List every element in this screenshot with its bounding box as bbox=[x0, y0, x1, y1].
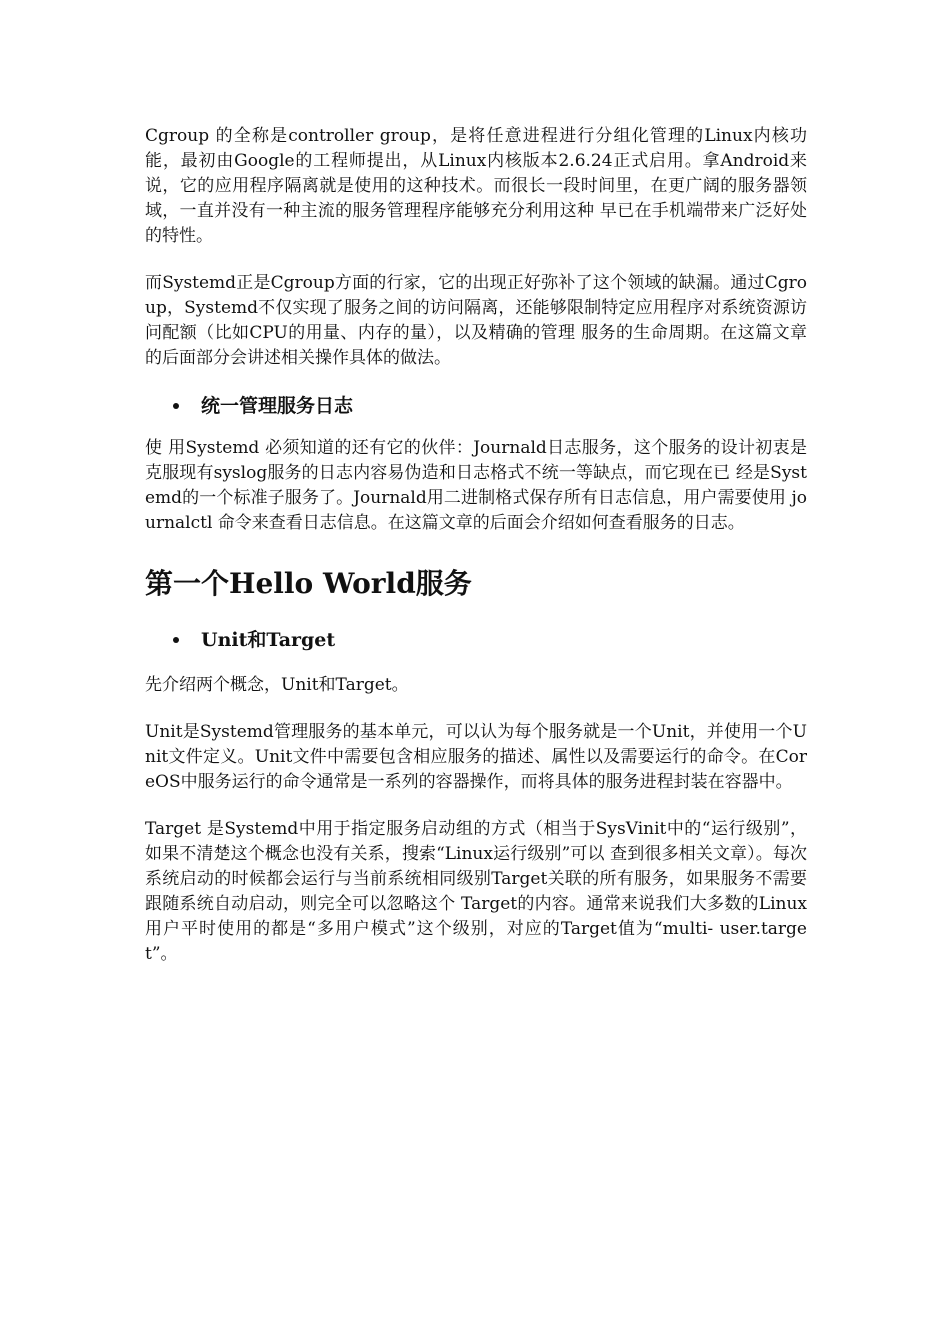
bullet-item-journald bbox=[145, 393, 807, 419]
document-page bbox=[145, 124, 807, 967]
section-heading-hello-world: 第一个Hello World服务 bbox=[145, 567, 472, 600]
bullet-item-unit-target bbox=[145, 627, 807, 653]
bullet-list-unit-target bbox=[145, 627, 807, 653]
paragraph-systemd-cgroup: 而Systemd正是Cgroup方面的行家，它的出现正好弥补了这个领域的缺漏。通过Cgroup，Systemd不仅实现了服务之间的访问隔离，还能够限制特定应用程序对系统资源访问配额（比如CPU的用量、内存的量），以及精确的管理 服务的生命周期。在这篇文章的后面部分会讲述相关操作具体的做法。 bbox=[145, 273, 807, 368]
paragraph-target: Target 是Systemd中用于指定服务启动组的方式（相当于SysVinit中的“运行级别”，如果不清楚这个概念也没有关系，搜索“Linux运行级别”可以 查到很多相关文章）。每次系统启动的时候都会运行与当前系统相同级别Target关联的所有服务，如果服务不需要跟随系统自动启动，则完全可以忽略这个 Target的内容。通常来说我们大多数的Linux用户平时使用的都是“多用户模式”这个级别，对应的Target值为“multi- user.target”。 bbox=[145, 819, 807, 964]
bullet-label-unit-target: Unit和Target bbox=[201, 629, 336, 651]
paragraph-cgroup-intro: Cgroup 的全称是controller group，是将任意进程进行分组化管理的Linux内核功能，最初由Google的工程师提出，从Linux内核版本2.6.24正式启用。拿Android来说，它的应用程序隔离就是使用的这种技术。而很长一段时间里，在更广阔的服务器领域，一直并没有一种主流的服务管理程序能够充分利用这种 早已在手机端带来广泛好处的特性。 bbox=[145, 126, 807, 246]
paragraph-journald: 使 用Systemd 必须知道的还有它的伙伴：Journald日志服务，这个服务的设计初衷是克服现有syslog服务的日志内容易伪造和日志格式不统一等缺点，而它现在已 经是Systemd的一个标准子服务了。Journald用二进制格式保存所有日志信息，用户需要使用 journalctl 命令来查看日志信息。在这篇文章的后面会介绍如何查看服务的日志。 bbox=[145, 438, 807, 533]
paragraph-two-concepts: 先介绍两个概念，Unit和Target。 bbox=[145, 675, 409, 695]
bullet-dot-icon bbox=[173, 637, 179, 643]
bullet-dot-icon bbox=[173, 403, 179, 409]
paragraph-unit: Unit是Systemd管理服务的基本单元，可以认为每个服务就是一个Unit，并使用一个Unit文件定义。Unit文件中需要包含相应服务的描述、属性以及需要运行的命令。在CoreOS中服务运行的命令通常是一系列的容器操作，而将具体的服务进程封装在容器中。 bbox=[145, 722, 807, 792]
bullet-list-journald bbox=[145, 393, 807, 419]
bullet-label-journald: 统一管理服务日志 bbox=[201, 395, 354, 417]
